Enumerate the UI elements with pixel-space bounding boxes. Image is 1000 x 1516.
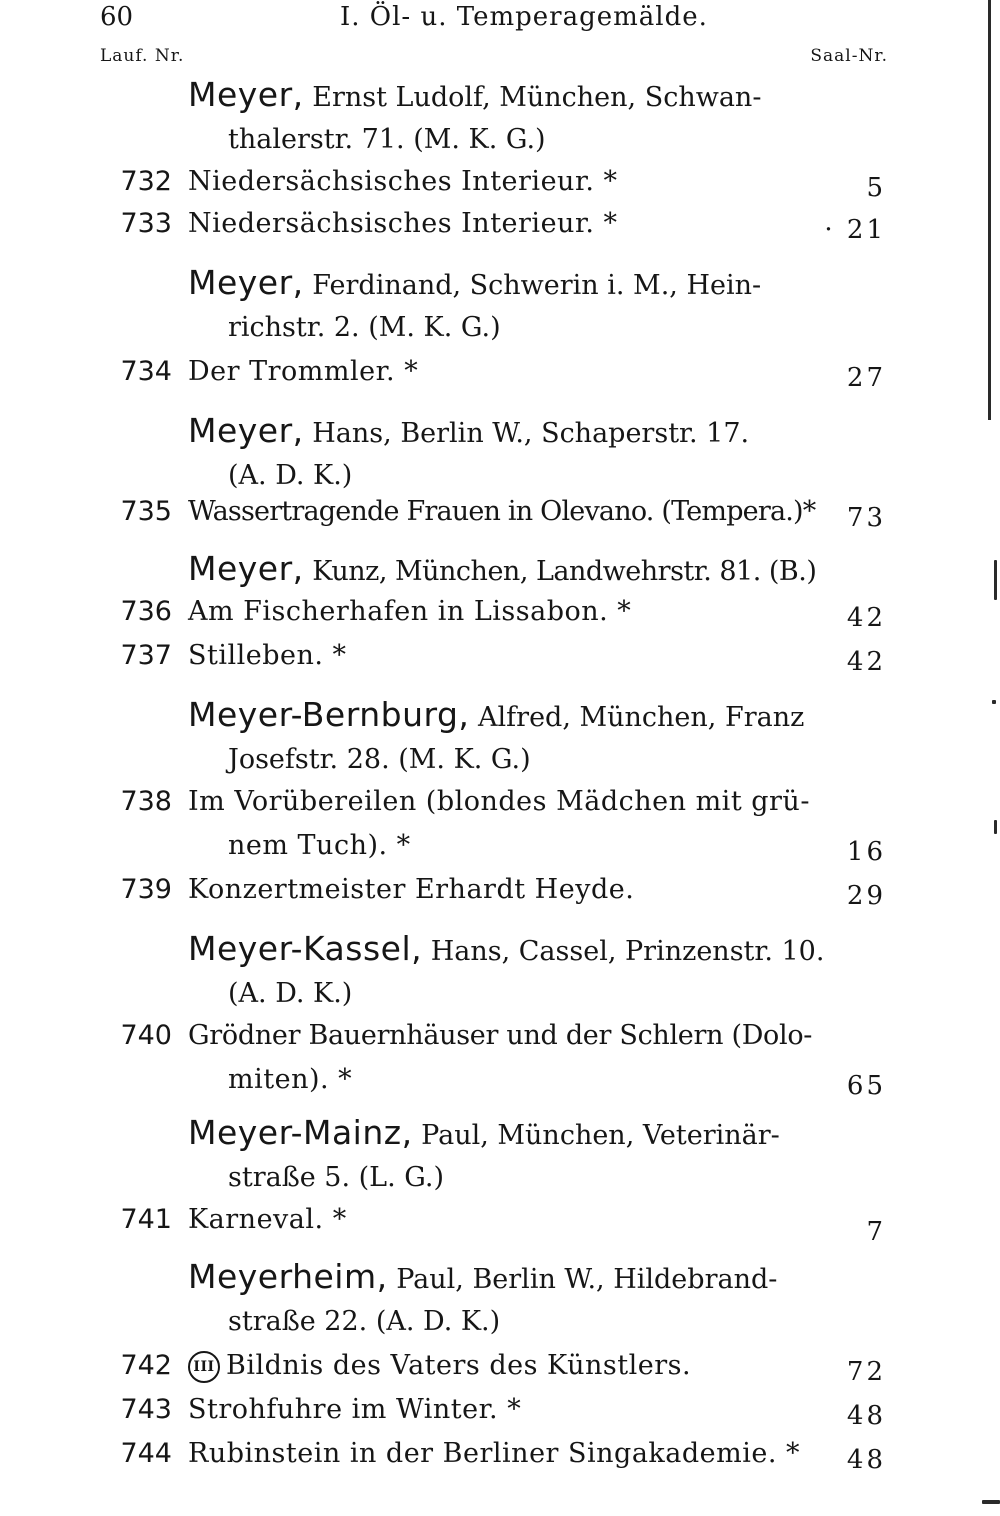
- entry-room: 42: [846, 603, 886, 633]
- artist-details: Paul, Berlin W., Hildebrand-: [396, 1264, 778, 1295]
- scan-artifact: [994, 560, 997, 600]
- artist-details: Hans, Cassel, Prinzenstr. 10.: [430, 936, 825, 967]
- artist-details: Ferdinand, Schwerin i. M., Hein-: [312, 270, 762, 301]
- artist-name: Meyer,: [188, 75, 304, 114]
- entry-room: 72: [846, 1357, 886, 1387]
- entry-title-continuation: miten). *: [228, 1064, 353, 1095]
- entry-number: 737: [120, 640, 172, 671]
- entry-title-line: Im Vorübereilen (blondes Mädchen mit grü-: [188, 786, 810, 817]
- artist-name: Meyerheim,: [188, 1257, 388, 1296]
- entry-number: 739: [120, 874, 172, 905]
- catalog-entry: [110, 160, 890, 204]
- artist-name: Meyer,: [188, 263, 304, 302]
- running-title: I. Öl- u. Temperagemälde.: [340, 2, 708, 32]
- entry-number: 738: [120, 786, 172, 817]
- entry-room: 29: [846, 881, 886, 911]
- entry-room: 5: [866, 173, 886, 203]
- artist-address: straße 22. (A. D. K.): [228, 1306, 501, 1337]
- catalog-entry: [110, 1198, 890, 1247]
- page-edge-line: [988, 0, 991, 420]
- entry-title: Stilleben. *: [188, 640, 347, 671]
- entry-title: Rubinstein in der Berliner Singakademie. *: [188, 1438, 801, 1469]
- entry-number: 732: [120, 166, 172, 197]
- artist-heading: [188, 1256, 838, 1343]
- artist-details: Paul, München, Veterinär-: [421, 1120, 780, 1151]
- entry-title-line: Grödner Bauernhäuser und der Schlern (Dolo-: [188, 1020, 813, 1051]
- entry-room: 48: [846, 1445, 886, 1475]
- scan-artifact: [992, 700, 996, 704]
- catalog-entry: [110, 202, 890, 246]
- artist-address: richstr. 2. (M. K. G.): [228, 312, 501, 343]
- artist-name: Meyer-Bernburg,: [188, 695, 470, 734]
- entry-title: Niedersächsisches Interieur. *: [188, 208, 618, 239]
- entry-title: Karneval. *: [188, 1204, 347, 1235]
- artist-details: Kunz, München, Landwehrstr. 81. (B.): [312, 556, 817, 587]
- entry-number: 734: [120, 356, 172, 387]
- entry-number: 740: [120, 1020, 172, 1051]
- artist-name: Meyer-Mainz,: [188, 1113, 413, 1152]
- entry-title: Strohfuhre im Winter. *: [188, 1394, 522, 1425]
- artist-address: straße 5. (L. G.): [228, 1162, 444, 1193]
- artist-address: Josefstr. 28. (M. K. G.): [228, 744, 531, 775]
- entry-number: 741: [120, 1204, 172, 1235]
- artist-name: Meyer,: [188, 549, 304, 588]
- catalog-entry: [110, 634, 890, 678]
- artist-address: (A. D. K.): [228, 978, 353, 1009]
- artist-heading: [188, 1112, 838, 1199]
- entry-room: 65: [846, 1071, 886, 1101]
- catalog-entry: [110, 780, 890, 868]
- entry-room: 73: [846, 503, 886, 533]
- entry-room: 16: [846, 837, 886, 867]
- entry-number: 736: [120, 596, 172, 627]
- catalog-entry: [110, 490, 890, 534]
- catalog-entry: [110, 590, 890, 634]
- entry-title: [188, 780, 833, 868]
- artist-heading: [188, 74, 838, 161]
- column-label-saal-nr: Saal-Nr.: [810, 46, 888, 66]
- scan-artifact: [982, 1500, 1000, 1504]
- entry-title: [188, 1344, 833, 1388]
- artist-name: Meyer-Kassel,: [188, 929, 423, 968]
- column-label-lauf-nr: Lauf. Nr.: [100, 46, 185, 66]
- page-number: 60: [100, 2, 134, 32]
- artist-heading: [188, 410, 838, 497]
- artist-name: Meyer,: [188, 411, 304, 450]
- photo-symbol-badge: III: [188, 1351, 220, 1383]
- artist-heading: [188, 262, 838, 349]
- entry-title: [188, 1014, 833, 1102]
- entry-title: Konzertmeister Erhardt Heyde.: [188, 874, 635, 905]
- artist-details: Ernst Ludolf, München, Schwan-: [312, 82, 762, 113]
- entry-number: 742: [120, 1350, 172, 1381]
- artist-details: Alfred, München, Franz: [478, 702, 805, 733]
- entry-title: Der Trommler. *: [188, 356, 419, 387]
- catalog-entry: [110, 1344, 890, 1388]
- artist-details: Hans, Berlin W., Schaperstr. 17.: [312, 418, 750, 449]
- entry-room: 7: [866, 1217, 886, 1247]
- artist-heading: [188, 928, 838, 1015]
- entry-room: 42: [846, 647, 886, 677]
- entry-number: 744: [120, 1438, 172, 1469]
- artist-address: thalerstr. 71. (M. K. G.): [228, 124, 546, 155]
- catalog-entry: [110, 1432, 890, 1476]
- scan-artifact: [994, 820, 997, 834]
- entry-room: 48: [846, 1401, 886, 1431]
- artist-address: (A. D. K.): [228, 460, 353, 491]
- catalog-entry: [110, 1388, 890, 1432]
- catalog-entry: [110, 350, 890, 394]
- entry-title-text: Bildnis des Vaters des Künstlers.: [226, 1350, 692, 1381]
- entry-title-continuation: nem Tuch). *: [228, 830, 411, 861]
- entry-number: 735: [120, 496, 172, 527]
- entry-title: Niedersächsisches Interieur. *: [188, 166, 618, 197]
- entry-room: 27: [846, 363, 886, 393]
- entry-number: 743: [120, 1394, 172, 1425]
- catalog-entry: [110, 1014, 890, 1102]
- catalog-entry: [110, 868, 890, 912]
- artist-heading: [188, 694, 838, 781]
- entry-title: Am Fischerhafen in Lissabon. *: [188, 596, 632, 627]
- entry-room: · 21: [824, 215, 886, 245]
- entry-number: 733: [120, 208, 172, 239]
- artist-heading: [188, 548, 838, 593]
- entry-title: Wassertragende Frauen in Olevano. (Tempera.)*: [188, 496, 816, 527]
